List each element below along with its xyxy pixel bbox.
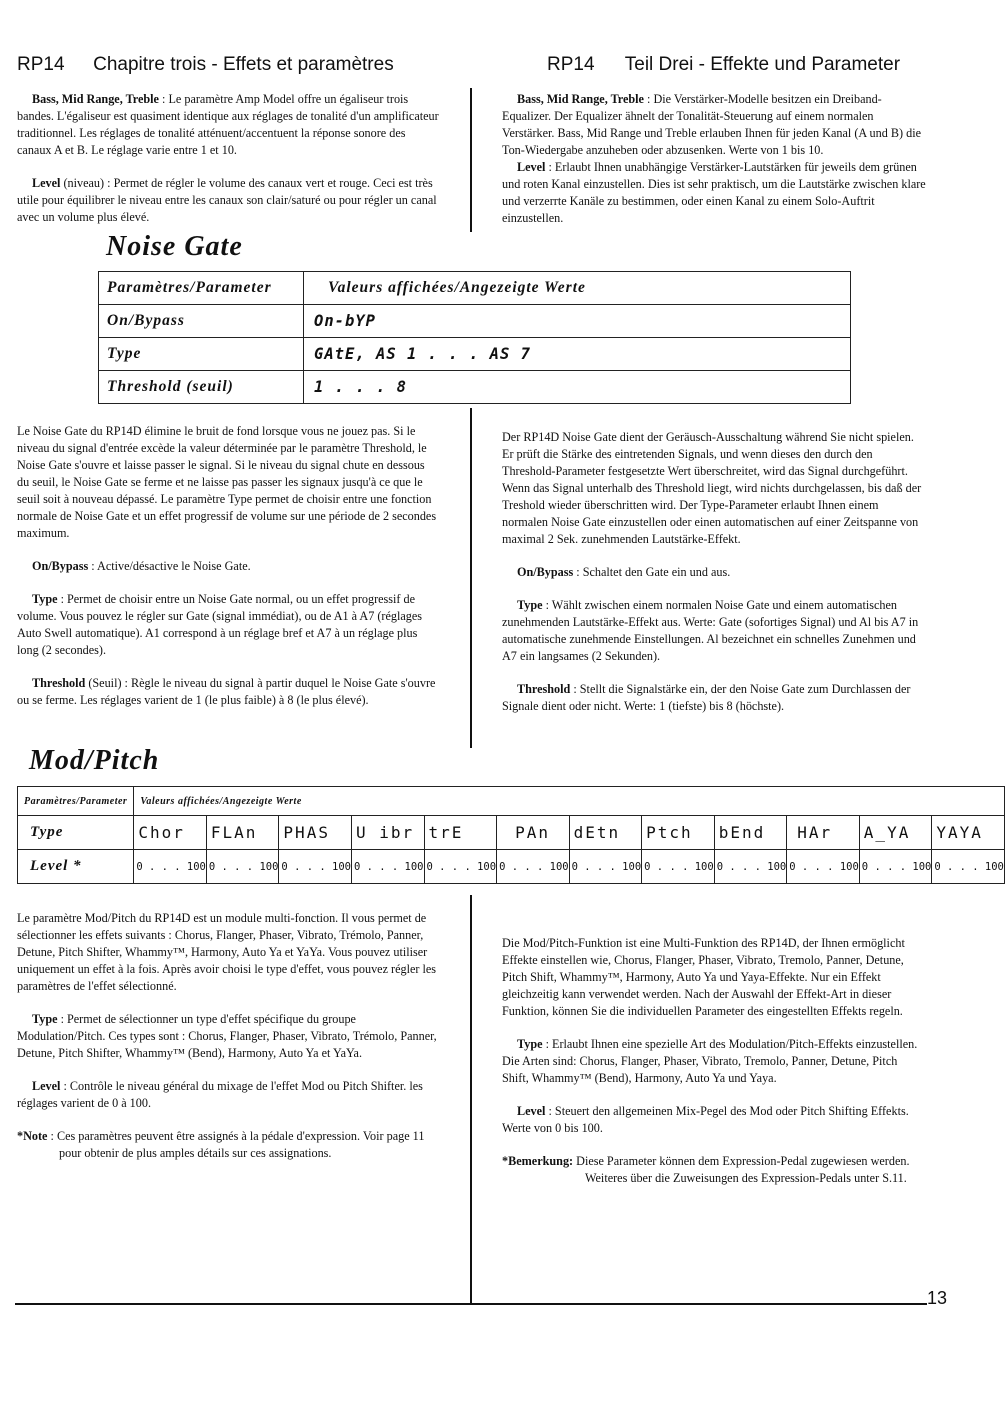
de-mp-type (502, 1036, 927, 1087)
mp-type-value: trE (424, 816, 497, 850)
header-left-model: RP14 (17, 54, 65, 75)
mp-level-row (18, 850, 1005, 884)
de-mp-type-text: : Erlaubt Ihnen eine spezielle Art des Modulation/Pitch-Effekts einzustellen. Die Arten sind: Chorus, Flanger, Phaser, Vibrato, Tremolo, Panner, Detune, Pitch Shift, Whammy™ (Bend), Harmony, Auto Ya und Yaya. (502, 1037, 918, 1085)
fr-mp-intro: Le paramètre Mod/Pitch du RP14D est un module multi-fonction. Il vous permet de sélectionner les effets suivants : Chorus, Flanger, Phaser, Vibrato, Trémolo, Panner, Detune, Pitch Shifter, Whammy™, Harmony, Auto Ya et YaYa. Vous pouvez utiliser uniquement un effet à la fois. Après avoir choisi le type d'effet, vous pouvez régler les paramètres de l'effet sélectionné. (17, 911, 437, 993)
fr-ng-intro: Le Noise Gate du RP14D élimine le bruit de fond lorsque vous ne jouez pas. Si le niveau du signal d'entrée excède la valeur déterminée par le paramètre Threshold, le Noise Gate s'ouvre et laisse passer le signal. Si le niveau du signal chute en dessous du seuil, le Noise Gate se ferme et ne laisse pas passer les signaux jusqu'à ce que le seuil soit à nouveau dépassé. Le paramètre Type permet de choisir entre une fonction normale de Noise Gate et un effet progressif de volume sur une période de 2 secondes maximum. (17, 424, 437, 540)
fr-mp-type (17, 1011, 437, 1062)
header-right-title: Teil Drei - Effekte und Parameter (624, 54, 901, 75)
fr-mp-note-label: *Note (17, 1129, 48, 1143)
de-mp-note (502, 1153, 927, 1187)
de-mp-level (502, 1103, 927, 1137)
mod-pitch-title: Mod/Pitch (29, 745, 160, 776)
header-right (547, 54, 900, 76)
fr-ng-type-label: Type (32, 592, 58, 606)
de-ng-threshold-text: : Stellt die Signalstärke ein, der den Noise Gate zum Durchlassen der Signale dient oder nicht. Werte: 1 (tiefste) bis 8 (höchste). (502, 682, 911, 713)
fr-ng-onbypass-text: : Active/désactive le Noise Gate. (88, 559, 251, 573)
mp-type-value: FLAn (206, 816, 279, 850)
column-divider-bottom (470, 895, 472, 1303)
ng-head-values: Valeurs affichées/Angezeigte Werte (304, 272, 851, 305)
fr-ng-onbypass (17, 558, 437, 575)
mp-type-row (18, 816, 1005, 850)
mp-head-values: Valeurs affichées/Angezeigte Werte (134, 787, 1005, 816)
mp-type-value: A_YA (859, 816, 932, 850)
de-eq-text: : Die Verstärker-Modelle besitzen ein Dreiband-Equalizer. Der Equalizer ähnelt der Tonalität-Steuerung auf einem normalen Verstärker. Bass, Mid Range und Treble erlauben Ihnen für jeden Kanal (A und B) die Ton-Wiedergabe anzuheben oder abzusenken. Werte von 1 bis 10. (502, 92, 922, 157)
fr-ng-onbypass-label: On/Bypass (32, 559, 89, 573)
noise-gate-header-row (99, 272, 851, 305)
de-ng-type (502, 597, 927, 665)
mp-header-row (18, 787, 1005, 816)
mp-level-value: 0 . . . 100 (859, 850, 932, 884)
fr-mod-pitch-text (17, 910, 437, 1178)
de-mp-level-label: Level (517, 1104, 546, 1118)
de-eq-paragraph (502, 91, 927, 159)
ng-row-param: On/Bypass (99, 305, 304, 338)
mod-pitch-table (17, 786, 1005, 884)
fr-mp-note (17, 1128, 437, 1162)
noise-gate-table (98, 271, 851, 404)
mp-type-value: YAYA (932, 816, 1005, 850)
de-eq-label: Bass, Mid Range, Treble (517, 92, 644, 106)
fr-top-text (17, 91, 442, 242)
ng-row-value: 1 . . . 8 (304, 371, 851, 404)
mp-level-value: 0 . . . 100 (206, 850, 279, 884)
fr-mp-type-text: : Permet de sélectionner un type d'effet spécifique du groupe Modulation/Pitch. Ces types sont : Chorus, Flanger, Phaser, Vibrato, Trémolo, Panner, Detune, Pitch Shifter, Whammy™ (Bend), Harmony, Auto Ya et YaYa. (17, 1012, 437, 1060)
fr-level-paragraph (17, 175, 442, 226)
de-level-paragraph (502, 159, 927, 227)
fr-ng-threshold-text: (Seuil) : Règle le niveau du signal à partir duquel le Noise Gate s'ouvre ou se ferme. Les réglages varient de 1 (le plus faible) à 8 (le plus élevé). (17, 676, 436, 707)
noise-gate-row (99, 338, 851, 371)
fr-level-label: Level (32, 176, 61, 190)
footer-rule (15, 1303, 927, 1305)
mp-level-value: 0 . . . 100 (569, 850, 642, 884)
mp-level-value: 0 . . . 100 (424, 850, 497, 884)
mp-head-param: Paramètres/Parameter (18, 787, 134, 816)
fr-ng-type (17, 591, 437, 659)
de-mp-note-text: Diese Parameter können dem Expression-Pedal zugewiesen werden. Weiteres über die Zuweisungen des Expression-Pedals unter S.11. (573, 1154, 910, 1185)
fr-mp-level-text: : Contrôle le niveau général du mixage de l'effet Mod ou Pitch Shifter. les réglages varient de 0 à 100. (17, 1079, 423, 1110)
mp-level-label: Level * (18, 850, 134, 884)
noise-gate-title: Noise Gate (106, 231, 243, 262)
mp-type-value: Chor (134, 816, 207, 850)
de-noise-gate-text (502, 429, 927, 731)
mp-type-value: dEtn (569, 816, 642, 850)
noise-gate-row (99, 305, 851, 338)
de-ng-type-label: Type (517, 598, 543, 612)
de-level-text: : Erlaubt Ihnen unabhängige Verstärker-Lautstärken für jeweils dem grünen und roten Kanal einzustellen. Dies ist sehr praktisch, um die Lautstärke zwischen klare und verzerrte Kanäle zu bestimmen, oder einen Kanal zu einem Solo-Auftrit einzustellen. (502, 160, 926, 225)
ng-row-param: Threshold (seuil) (99, 371, 304, 404)
de-level-label: Level (517, 160, 546, 174)
mp-level-value: 0 . . . 100 (642, 850, 715, 884)
mp-type-value: U ibr (351, 816, 424, 850)
de-ng-onbypass (502, 564, 927, 581)
fr-ng-type-text: : Permet de choisir entre un Noise Gate normal, ou un effet progressif de volume. Vous pouvez le régler sur Gate (signal immédiat), ou de A1 à A7 (réglages Auto Swell automatique). A1 correspond à un réglage bref et A7 à un réglage plus long (2 secondes). (17, 592, 423, 657)
mp-type-value: PAn (497, 816, 570, 850)
header-left (17, 54, 394, 76)
fr-noise-gate-text (17, 423, 437, 725)
fr-eq-label: Bass, Mid Range, Treble (32, 92, 159, 106)
fr-ng-threshold (17, 675, 437, 709)
de-ng-threshold-label: Threshold (517, 682, 571, 696)
header-right-model: RP14 (547, 54, 595, 75)
fr-eq-text: : Le paramètre Amp Model offre un égaliseur trois bandes. L'égaliseur est quasiment identique aux réglages de tonalité d'un amplificateur traditionnel. Les réglages de tonalité atténuent/accentuent la réponse sonore des canaux A et B. Le réglage varie entre 1 et 10. (17, 92, 439, 157)
fr-mp-level (17, 1078, 437, 1112)
de-mod-pitch-text (502, 935, 927, 1203)
page-number: 13 (927, 1288, 948, 1308)
mp-level-value: 0 . . . 100 (932, 850, 1005, 884)
ng-row-param: Type (99, 338, 304, 371)
mp-level-value: 0 . . . 100 (497, 850, 570, 884)
mp-level-value: 0 . . . 100 (134, 850, 207, 884)
mp-level-value: 0 . . . 100 (787, 850, 860, 884)
fr-ng-threshold-label: Threshold (32, 676, 86, 690)
ng-row-value: On-bYP (304, 305, 851, 338)
ng-head-param: Paramètres/Parameter (99, 272, 304, 305)
mp-type-value: bEnd (714, 816, 787, 850)
column-divider-top (470, 88, 472, 232)
fr-eq-paragraph (17, 91, 442, 159)
fr-level-text: (niveau) : Permet de régler le volume des canaux vert et rouge. Ceci est très utile pour équilibrer le niveau entre les canaux son clair/saturé ou pour régler un canal avec un volume plus élevé. (17, 176, 437, 224)
de-mp-type-label: Type (517, 1037, 543, 1051)
de-ng-onbypass-text: : Schaltet den Gate ein und aus. (573, 565, 731, 579)
header-left-title: Chapitre trois - Effets et paramètres (93, 54, 394, 75)
noise-gate-row (99, 371, 851, 404)
mp-type-value: Ptch (642, 816, 715, 850)
fr-mp-note-text: : Ces paramètres peuvent être assignés à la pédale d'expression. Voir page 11 pour obtenir de plus amples détails sur ces assignations. (47, 1129, 425, 1160)
de-mp-intro: Die Mod/Pitch-Funktion ist eine Multi-Funktion des RP14D, der Ihnen ermöglicht Effekte einstellen wie, Chorus, Flanger, Phaser, Vibrato, Tremolo, Panner, Detune, Pitch Shift, Whammy™, Harmony, Auto Ya und Yaya-Effekte. Nur ein Effekt gleichzeitig kann verwendet werden. Nach der Auswahl der Effekt-Art in dieser Funktion, können Sie die individuellen Parameter des eingestellten Effekts regeln. (502, 936, 905, 1018)
fr-mp-level-label: Level (32, 1079, 61, 1093)
mp-type-value: HAr (787, 816, 860, 850)
ng-row-value: GAtE, AS 1 . . . AS 7 (304, 338, 851, 371)
de-mp-note-label: *Bemerkung: (502, 1154, 574, 1168)
de-ng-onbypass-label: On/Bypass (517, 565, 574, 579)
mp-level-value: 0 . . . 100 (279, 850, 352, 884)
de-ng-threshold (502, 681, 927, 715)
column-divider-middle (470, 408, 472, 748)
de-ng-intro: Der RP14D Noise Gate dient der Geräusch-Ausschaltung während Sie nicht spielen. Er prüft die Stärke des eintretenden Signals, und wenn dieses den durch den Threshold-Parameter festgesetzte Wert überschreitet, wird das Signal durchgeführt. Wenn das Signal unterhalb des Threshold liegt, wird nichts durchgelassen, bis daß der Treshold wieder überschritten wird. Der Type-Parameter erlaubt Ihnen einem normalen Noise Gate einzustellen oder einen automatischen auf einer Zeitspanne von maximal 2 Sek. zunehmenden Lautstärke-Effekt. (502, 430, 922, 546)
mp-type-label: Type (18, 816, 134, 850)
de-mp-level-text: : Steuert den allgemeinen Mix-Pegel des Mod oder Pitch Shifting Effekts. Werte von 0 bis 100. (502, 1104, 909, 1135)
mp-type-value: PHAS (279, 816, 352, 850)
fr-mp-type-label: Type (32, 1012, 58, 1026)
de-ng-type-text: : Wählt zwischen einem normalen Noise Gate und einem automatischen zunehmenden Lautstärke-Effekt aus. Werte: Gate (sofortiges Signal) und Al bis A7 in automatische zunehmende Einstellungen. Al bezeichnet ein schnelles Zunehmen und A7 ein langsames (2 Sekunden). (502, 598, 919, 663)
de-top-text (502, 91, 927, 243)
mp-level-value: 0 . . . 100 (714, 850, 787, 884)
mp-level-value: 0 . . . 100 (351, 850, 424, 884)
